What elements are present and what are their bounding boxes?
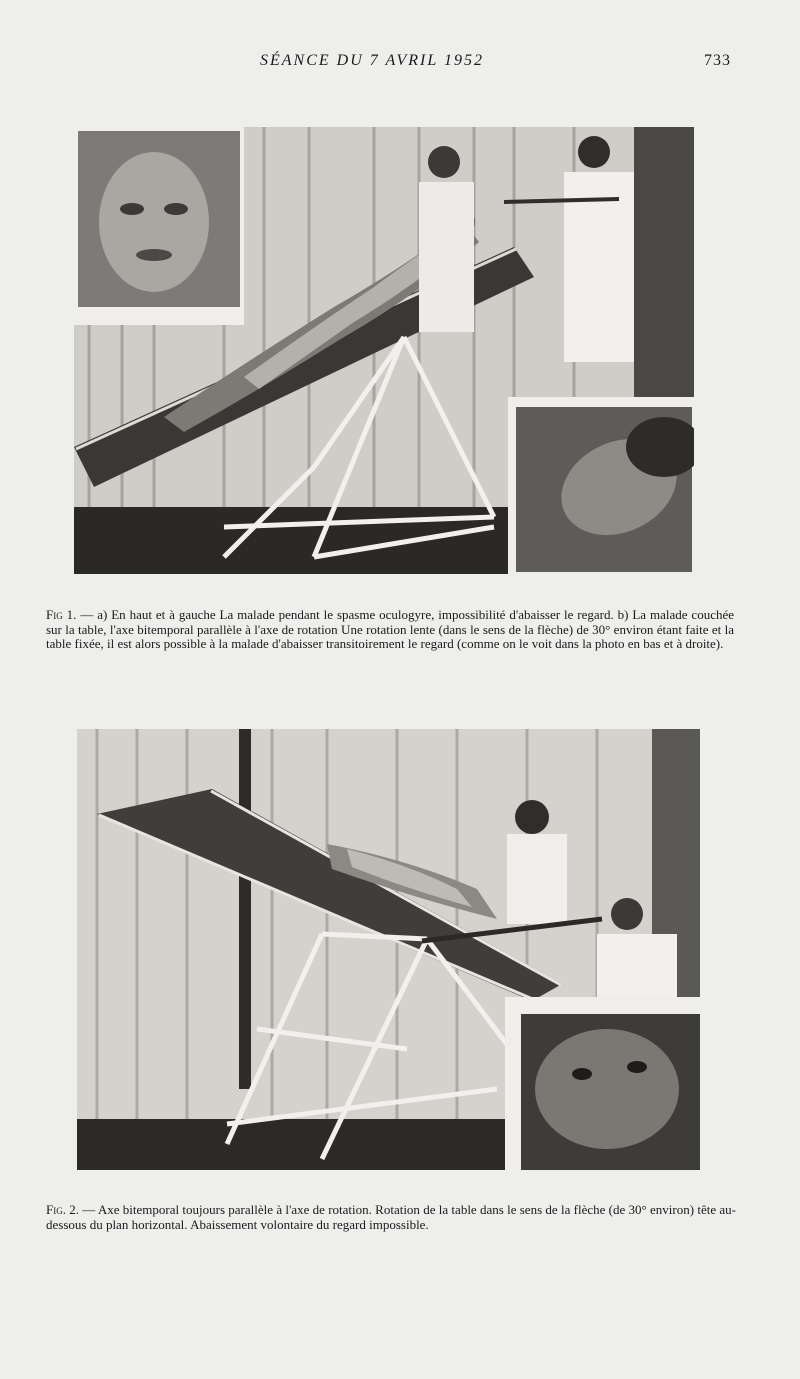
running-head bbox=[0, 52, 800, 76]
figure-2-label: Fig. 2. bbox=[46, 1202, 80, 1217]
figure-2-illustration bbox=[77, 729, 700, 1170]
page-number: 733 bbox=[704, 52, 731, 69]
figure-2-caption bbox=[46, 1203, 736, 1232]
figure-1-caption bbox=[46, 608, 734, 652]
figure-1-caption-text: — a) En haut et à gauche La malade pendant le spasme oculogyre, impossibilité d'abaisser le regard. b) La malade couchée sur la table, l'axe bitemporal parallèle à l'axe de rotation Une rotation lente (dans le sens de la flèche) de 30° environ étant faite et la table fixée, il est alors possible à la malade d'abaisser transitoirement le regard (comme on le voit dans la photo en bas et à droite). bbox=[46, 607, 735, 651]
figure-1-label: Fig 1. bbox=[46, 607, 77, 622]
running-title: SÉANCE DU 7 AVRIL 1952 bbox=[260, 52, 484, 69]
figure-2-photo bbox=[77, 729, 700, 1170]
figure-1-illustration bbox=[74, 127, 694, 574]
figure-2-caption-text: — Axe bitemporal toujours parallèle à l'axe de rotation. Rotation de la table dans le sens de la flèche (de 30° environ) tête au-dessous du plan horizontal. Abaissement volontaire du regard impossible. bbox=[46, 1202, 736, 1232]
figure-1-photo bbox=[74, 127, 694, 574]
